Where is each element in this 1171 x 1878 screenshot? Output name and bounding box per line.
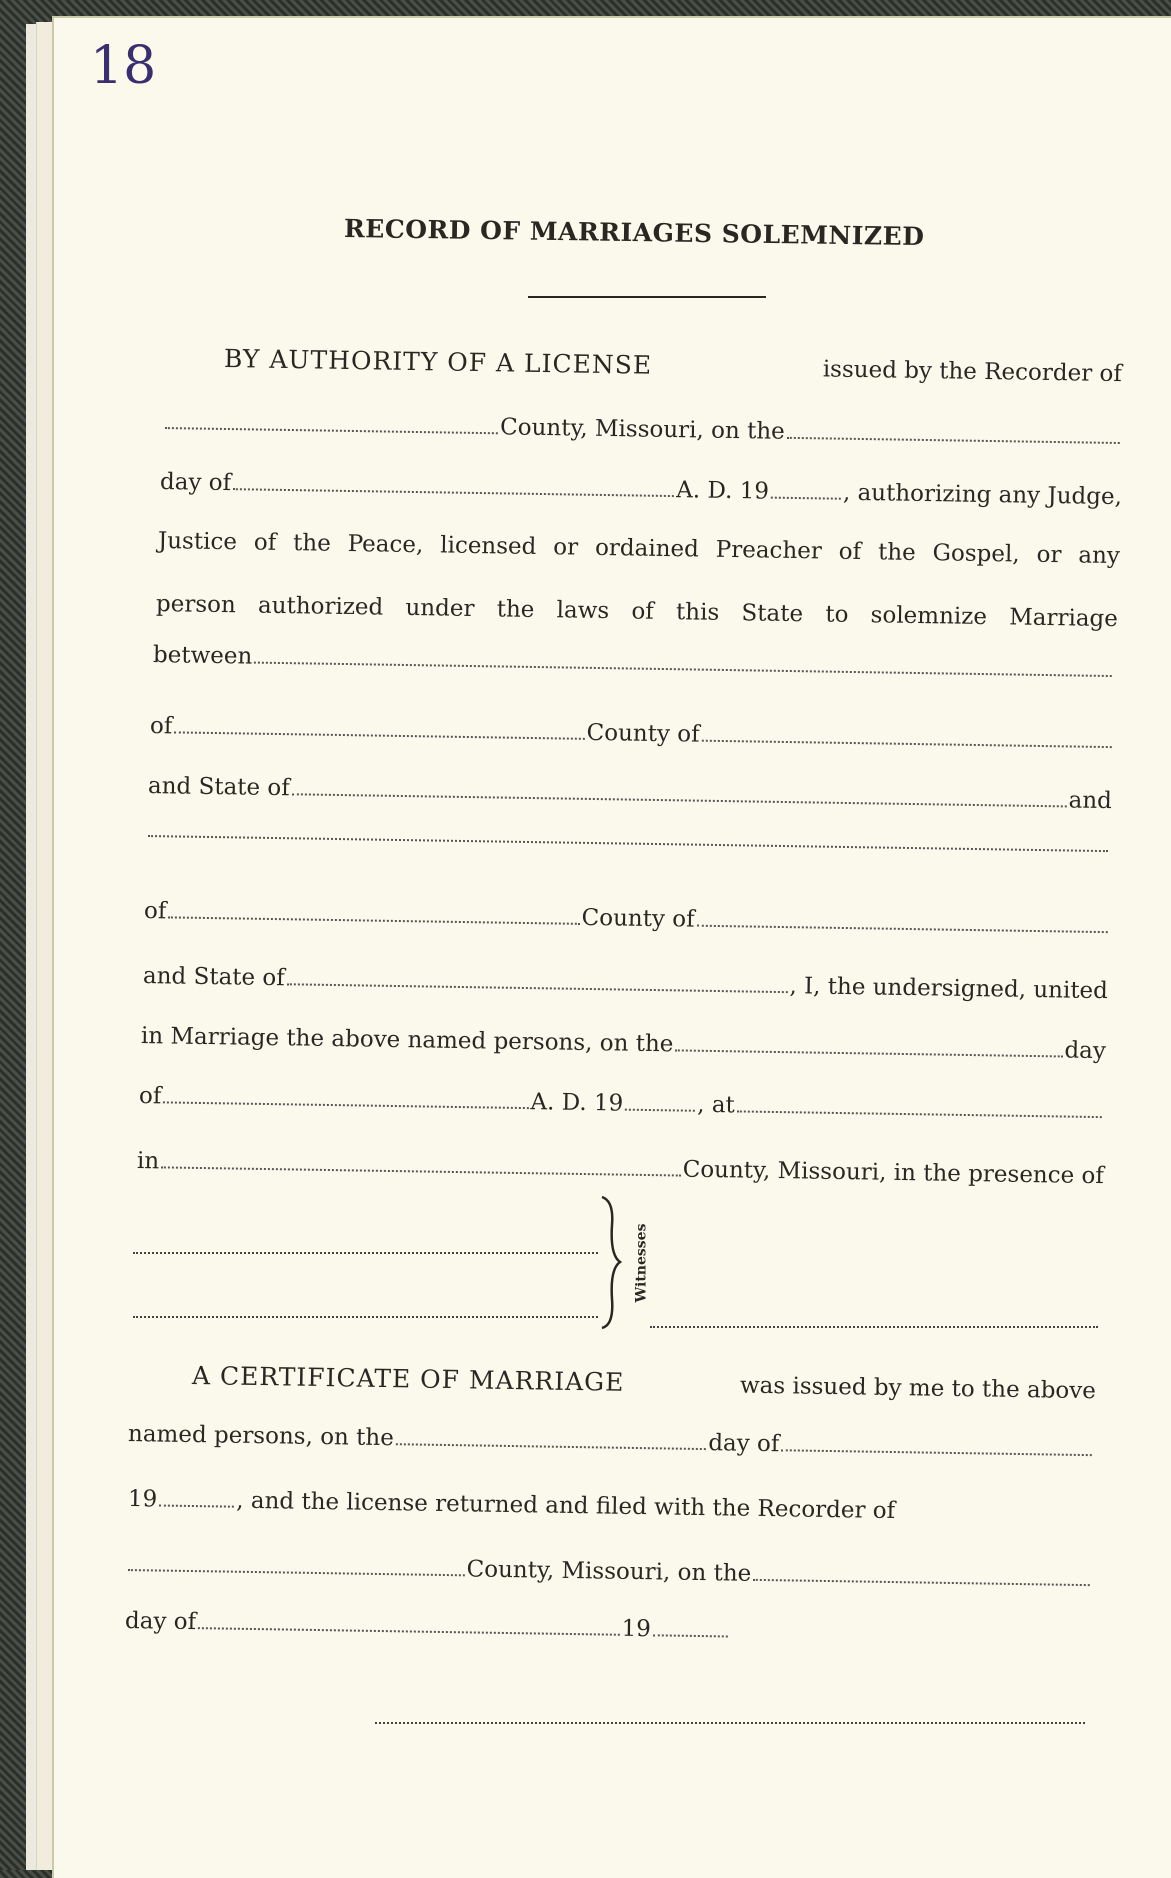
form-text: named persons, on the [127,1421,395,1452]
brace-icon [598,1195,628,1330]
form-text: A CERTIFICATE OF MARRIAGE [191,1361,625,1397]
blank-field[interactable] [198,1627,620,1636]
witness-line-2[interactable] [133,1316,598,1318]
form-text: , at [697,1091,735,1119]
form-text: 19 [127,1486,158,1513]
blank-field[interactable] [737,1110,1102,1118]
form-text: 19 [621,1615,652,1643]
form-text: in [136,1148,160,1175]
blank-field[interactable] [163,1101,528,1109]
blank-field[interactable] [168,916,579,924]
blank-field[interactable] [625,1109,695,1112]
form-text: issued by the Recorder of [822,356,1123,388]
blank-field[interactable] [161,1166,681,1176]
form-text: and [1068,787,1113,815]
blank-field[interactable] [753,1579,1090,1586]
form-text: Justice of the Peace, licensed or ordained Preacher of the Gospel, or any [157,528,1121,570]
blank-field[interactable] [128,1569,465,1576]
blank-field[interactable] [697,925,1108,933]
form-text: was issued by me to the above [739,1372,1097,1405]
form-text: day [1064,1037,1107,1065]
blank-field[interactable] [396,1443,707,1450]
blank-field[interactable] [233,488,674,497]
blank-field[interactable] [159,1504,234,1507]
witnesses-label: Witnesses [633,1223,650,1303]
blank-field[interactable] [702,740,1112,748]
form-text: , authorizing any Judge, [842,479,1123,511]
form-text: and State of [142,963,285,992]
form-text: in Marriage the above named persons, on the [140,1023,674,1058]
page-title: RECORD OF MARRIAGES SOLEMNIZED [343,214,925,252]
blank-field[interactable] [174,731,584,739]
blank-field[interactable] [653,1634,728,1637]
form-text: County of [586,719,700,748]
form-text: between [152,642,253,670]
form-text: day of [124,1608,197,1636]
officiant-signature-line[interactable] [650,1326,1098,1328]
form-text: person authorized under the laws of this State to solemnize Marriage [155,591,1119,633]
form-text: day of [708,1430,780,1458]
blank-field[interactable] [771,497,841,500]
form-text: of [143,898,167,925]
form-text: County, Missouri, on the [466,1556,752,1587]
form-text: A. D. 19 [676,477,770,505]
form-text: County, Missouri, on the [499,414,785,445]
form-text: , I, the undersigned, united [789,973,1109,1005]
form-text: of [149,713,173,740]
blank-field[interactable] [287,983,788,993]
witness-line-1[interactable] [133,1252,598,1254]
form-text: and State of [147,773,290,802]
form-text: County of [581,904,695,933]
form-text: of [138,1083,162,1110]
form-text: BY AUTHORITY OF A LICENSE [223,344,653,380]
blank-field[interactable] [781,1449,1092,1456]
page-number: 18 [90,36,157,96]
recorder-signature-line[interactable] [375,1722,1085,1724]
form-text: A. D. 19 [530,1089,624,1117]
form-text: County, Missouri, in the presence of [682,1156,1105,1190]
form-text: , and the license returned and filed with the Recorder of [236,1487,896,1525]
blank-field[interactable] [787,437,1120,444]
blank-field[interactable] [165,427,498,434]
blank-field[interactable] [675,1049,1062,1057]
title-rule [528,296,766,298]
form-text: day of [159,469,232,497]
